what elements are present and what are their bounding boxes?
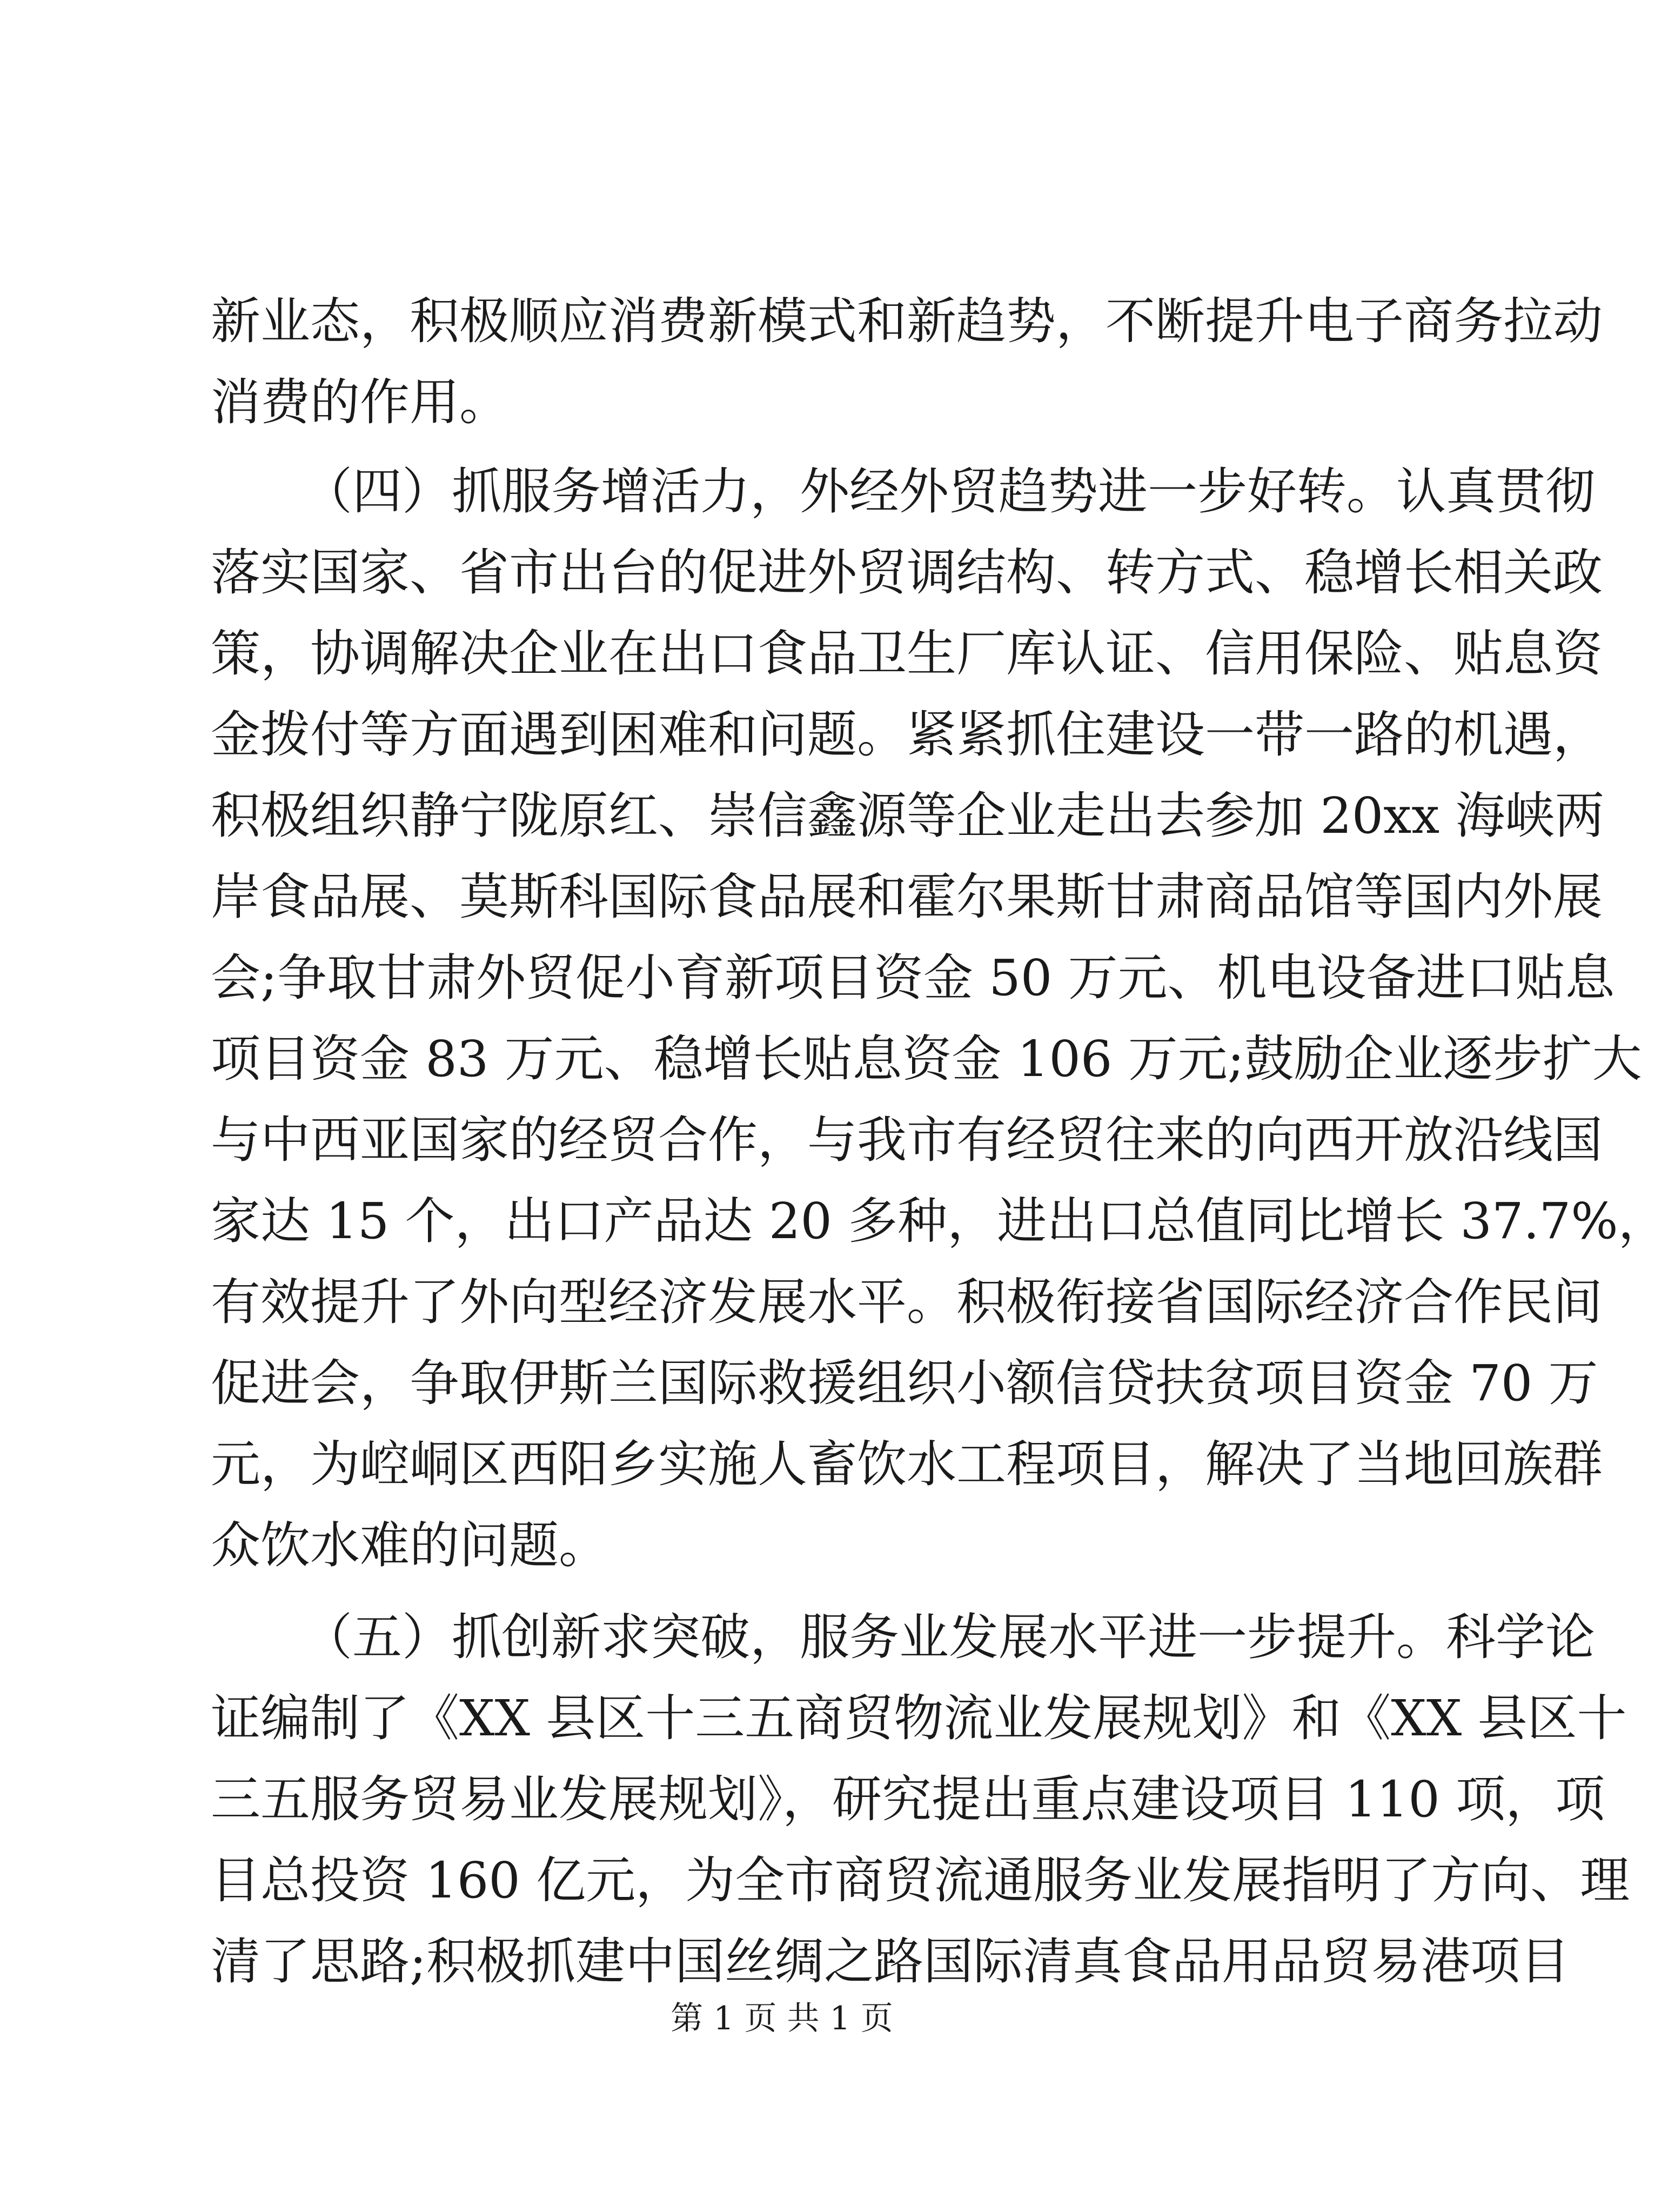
- text-line: 会;争取甘肃外贸促小育新项目资金 50 万元、机电设备进口贴息: [211, 949, 1615, 1007]
- page-footer: 第 1 页 共 1 页: [671, 2000, 893, 2037]
- text-line: 与中西亚国家的经贸合作，与我市有经贸往来的向西开放沿线国: [211, 1111, 1603, 1169]
- text-line: 众饮水难的问题。: [211, 1516, 609, 1574]
- text-line: 有效提升了外向型经济发展水平。积极衔接省国际经济合作民间: [211, 1273, 1603, 1331]
- paragraph-start-line: （五）抓创新求突破，服务业发展水平进一步提升。科学论: [303, 1608, 1596, 1666]
- text-line: 促进会，争取伊斯兰国际救援组织小额信贷扶贫项目资金 70 万: [211, 1354, 1598, 1412]
- text-line: 策，协调解决企业在出口食品卫生厂库认证、信用保险、贴息资: [211, 625, 1603, 683]
- text-line: 清了思路;积极抓建中国丝绸之路国际清真食品用品贸易港项目: [211, 1933, 1570, 1990]
- text-line: 积极组织静宁陇原红、崇信鑫源等企业走出去参加 20xx 海峡两: [211, 787, 1605, 845]
- text-line: 目总投资 160 亿元，为全市商贸流通服务业发展指明了方向、理: [211, 1852, 1630, 1909]
- text-line: 岸食品展、莫斯科国际食品展和霍尔果斯甘肃商品馆等国内外展: [211, 868, 1603, 926]
- paragraph-start-line: （四）抓服务增活力，外经外贸趋势进一步好转。认真贯彻: [303, 463, 1596, 520]
- text-line: 金拨付等方面遇到困难和问题。紧紧抓住建设一带一路的机遇，: [211, 706, 1603, 764]
- text-line: 项目资金 83 万元、稳增长贴息资金 106 万元;鼓励企业逐步扩大: [211, 1030, 1642, 1088]
- text-line: 元，为崆峒区西阳乡实施人畜饮水工程项目，解决了当地回族群: [211, 1435, 1603, 1493]
- text-line: 三五服务贸易业发展规划》，研究提出重点建设项目 110 项，项: [211, 1770, 1605, 1828]
- text-line: 落实国家、省市出台的促进外贸调结构、转方式、稳增长相关政: [211, 544, 1603, 602]
- text-line: 消费的作用。: [211, 373, 510, 431]
- text-line: 家达 15 个，出口产品达 20 多种，进出口总值同比增长 37.7%，: [211, 1192, 1668, 1250]
- text-line: 证编制了《XX 县区十三五商贸物流业发展规划》和《XX 县区十: [211, 1689, 1627, 1747]
- text-line: 新业态，积极顺应消费新模式和新趋势，不断提升电子商务拉动: [211, 292, 1603, 350]
